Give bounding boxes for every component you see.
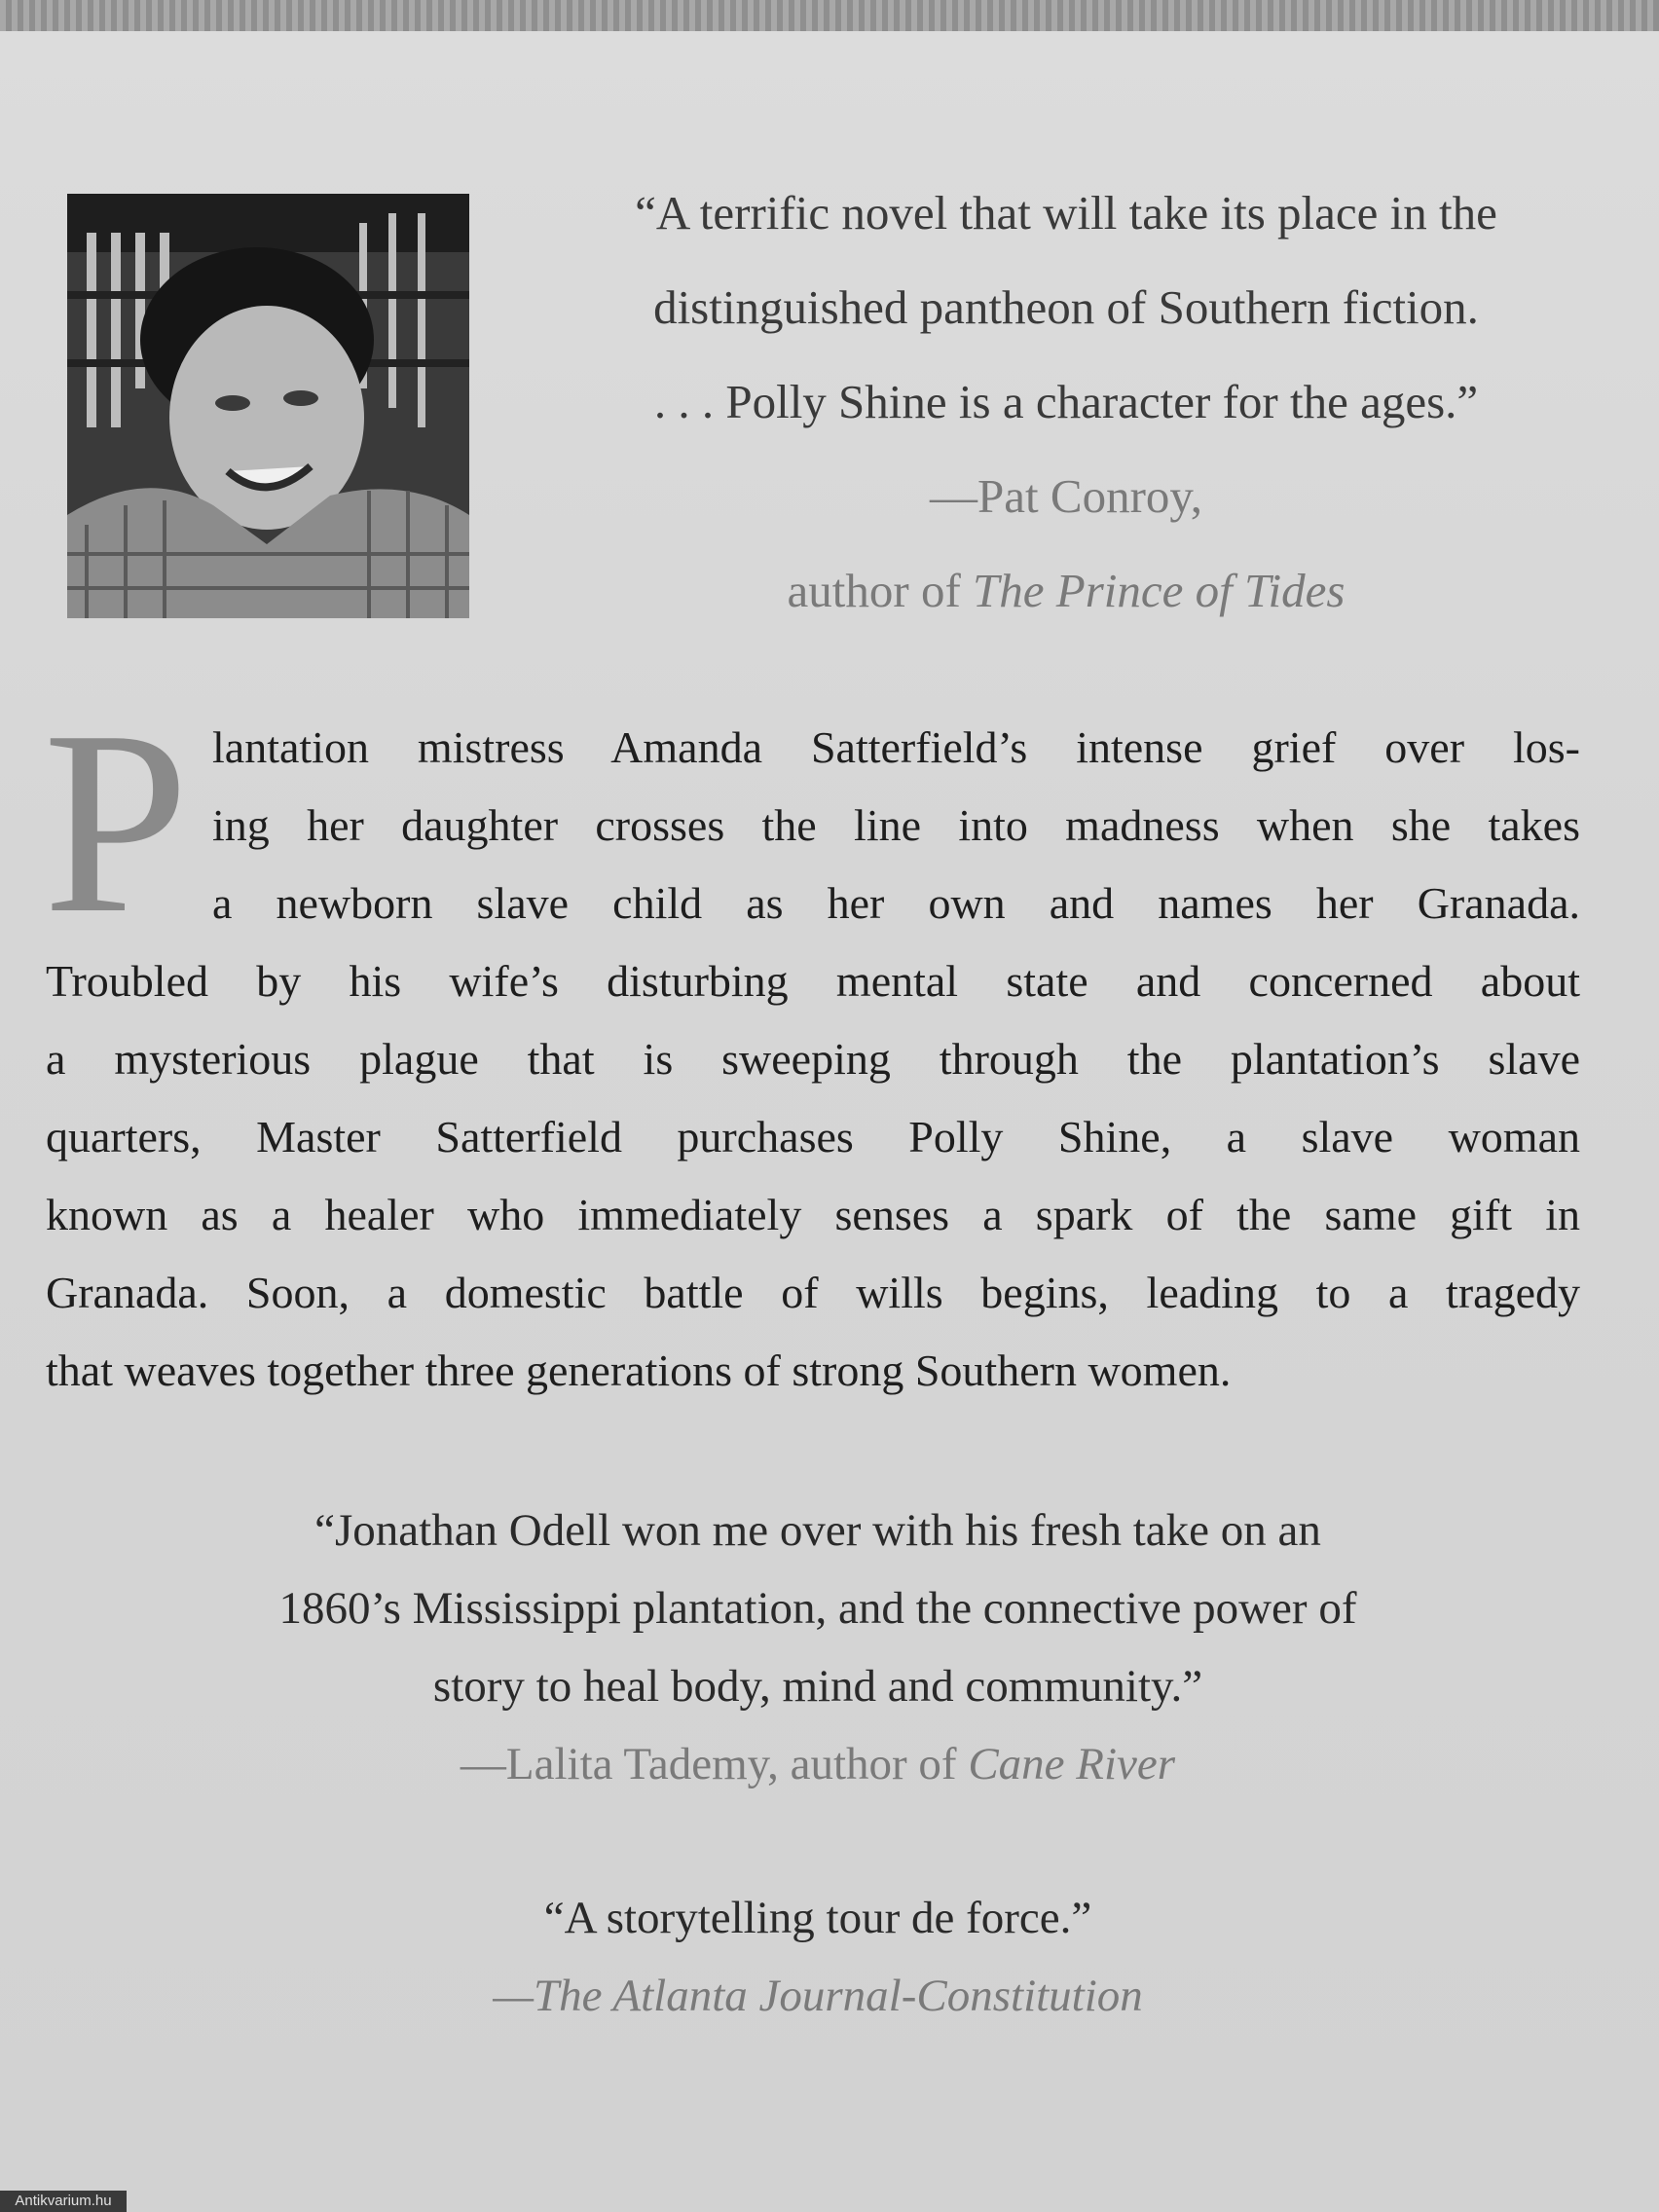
description-line: Granada. Soon, a domestic battle of wills begins, leading to a tragedy <box>46 1268 1580 1317</box>
author-photo-illustration <box>67 194 469 618</box>
attribution-book-title: The Prince of Tides <box>973 564 1346 617</box>
blurb-attribution-source <box>526 543 1606 638</box>
description-line: that weaves together three generations of strong Southern women. <box>46 1346 1232 1395</box>
description-line: known as a healer who immediately senses a spark of the same gift in <box>46 1190 1580 1239</box>
author-photo <box>67 194 469 618</box>
attribution-prefix: —Lalita Tademy, author of <box>460 1739 969 1789</box>
ajc-blurb <box>117 1879 1519 2035</box>
top-edge-strip <box>0 0 1659 31</box>
blurb-attribution: —The Atlanta Journal-Constitution <box>493 1971 1143 2021</box>
description-line: lantation mistress Amanda Satterfield’s intense grief over los- <box>212 722 1580 772</box>
blurb-line: . . . Polly Shine is a character for the ages.” <box>653 375 1479 428</box>
watermark: Antikvarium.hu <box>0 2191 127 2212</box>
description-line: a mysterious plague that is sweeping through the plantation’s slave <box>46 1034 1580 1084</box>
blurb-line: 1860’s Mississippi plantation, and the connective power of <box>278 1583 1357 1634</box>
description-line: quarters, Master Satterfield purchases Polly Shine, a slave woman <box>46 1112 1580 1161</box>
description-line: a newborn slave child as her own and names her Granada. <box>212 878 1580 928</box>
description-line: Troubled by his wife’s disturbing mental state and concerned about <box>46 956 1580 1006</box>
pat-conroy-blurb <box>526 166 1606 638</box>
description-line: ing her daughter crosses the line into madness when she takes <box>212 800 1580 850</box>
blurb-line: story to heal body, mind and community.” <box>432 1661 1203 1712</box>
blurb-line: “Jonathan Odell won me over with his fresh take on an <box>314 1505 1321 1556</box>
blurb-line: “A terrific novel that will take its place in the <box>635 186 1497 240</box>
blurb-attribution-name: —Pat Conroy, <box>930 469 1202 523</box>
blurb-line: distinguished pantheon of Southern fiction. <box>653 280 1479 334</box>
attribution-book-title: Cane River <box>968 1739 1176 1789</box>
blurb-attribution <box>117 1725 1519 1803</box>
lalita-tademy-blurb <box>117 1492 1519 1803</box>
attribution-prefix: author of <box>787 564 974 617</box>
blurb-quote: “A storytelling tour de force.” <box>543 1893 1092 1943</box>
drop-cap: P <box>43 677 190 968</box>
